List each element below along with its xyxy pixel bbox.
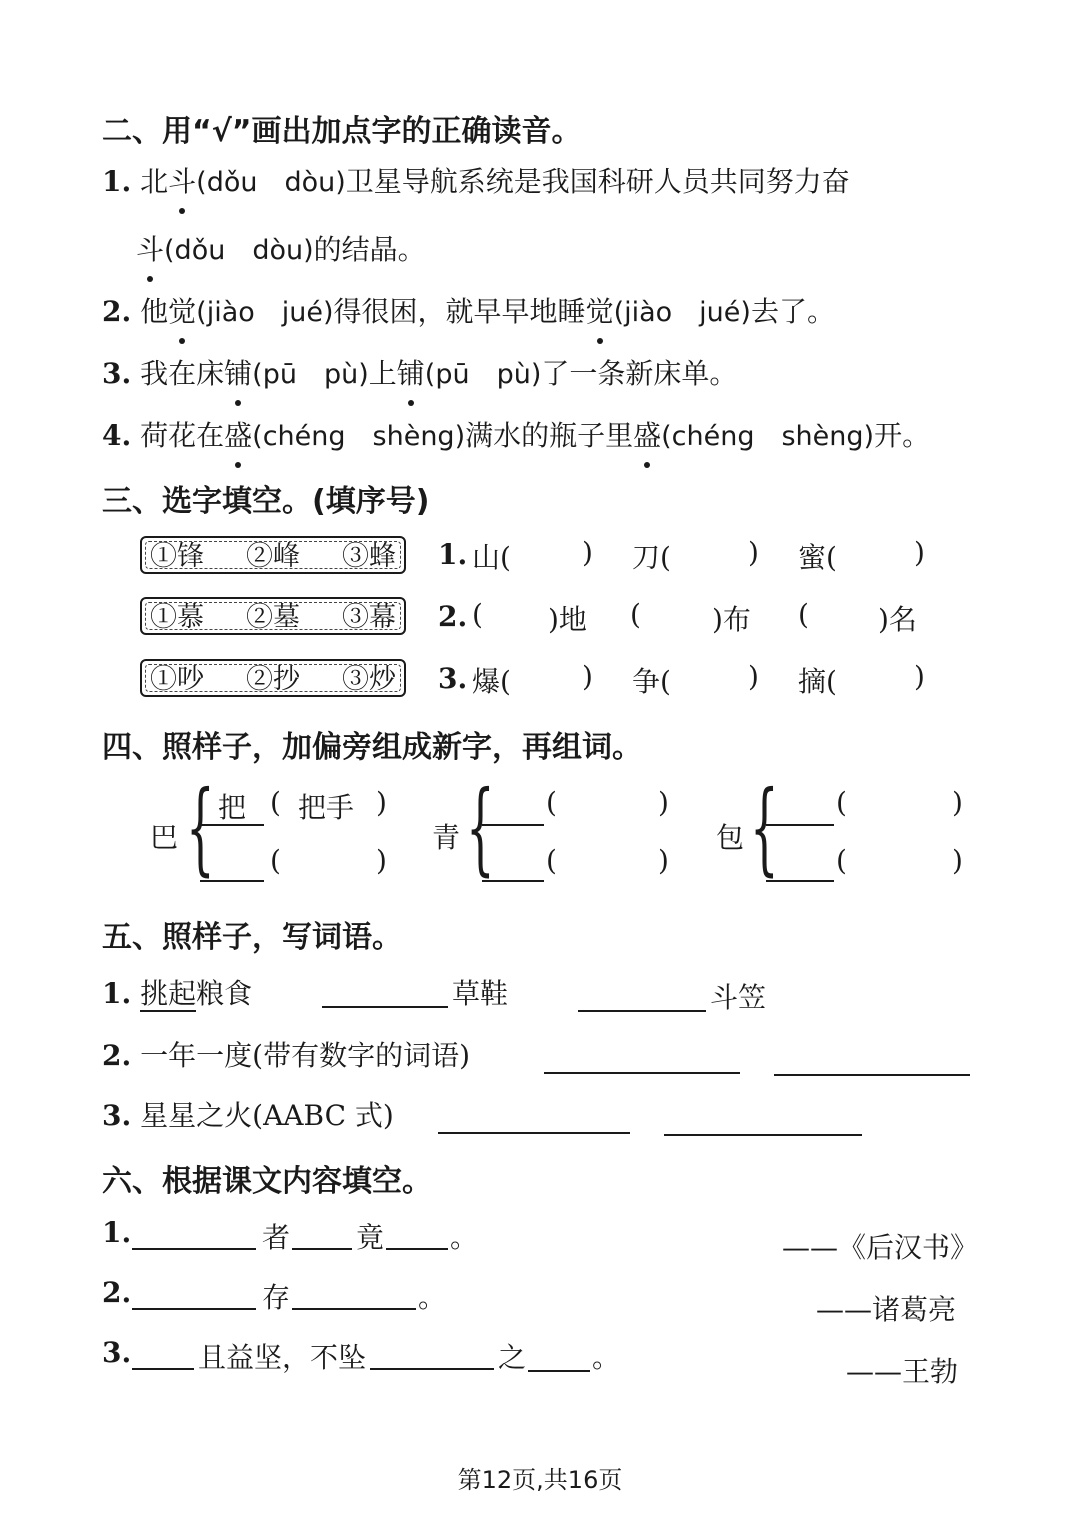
paren[interactable]: ) (952, 786, 963, 819)
paren[interactable]: ) (952, 844, 963, 877)
sec2-q4 (102, 414, 930, 454)
text: 满水的瓶子里 (465, 419, 634, 452)
pinyin-options[interactable]: (jiào jué) (196, 297, 334, 328)
sec2-q3 (102, 352, 737, 392)
q-number: 4. (102, 419, 132, 452)
text: 。 (450, 1221, 479, 1254)
pinyin-options[interactable]: (pū pù) (424, 359, 542, 390)
sec2-q1-line2 (136, 228, 426, 268)
blank-line[interactable] (438, 1132, 630, 1134)
source: ——王勃 (846, 1355, 959, 1388)
section-5-title: 五、照样子，写词语。 (102, 920, 402, 955)
word: 斗笠 (710, 981, 767, 1014)
option: ③炒 (342, 664, 396, 695)
fill-prefix: 争( (632, 665, 671, 698)
q-number: 3. (102, 357, 132, 390)
q-number: 1. (102, 1216, 132, 1249)
text: 开。 (874, 419, 931, 452)
blank-line[interactable] (370, 1368, 494, 1370)
blank-line[interactable] (386, 1248, 448, 1250)
blank-line[interactable] (132, 1308, 256, 1310)
fill-prefix: 蜜( (798, 541, 837, 574)
q-number: 3. (102, 1099, 132, 1132)
fill-prefix: 爆( (472, 665, 511, 698)
option: ①锋 (150, 541, 204, 572)
source: ——《后汉书》 (782, 1231, 979, 1264)
fill-suffix[interactable]: ) (582, 660, 593, 693)
word: 草鞋 (452, 977, 509, 1010)
dotted-char: 盛 (224, 414, 252, 454)
brace: { (466, 769, 495, 886)
char-option-box (140, 597, 406, 635)
text: 。 (418, 1281, 447, 1314)
fill-prefix: 山( (472, 541, 511, 574)
blank-line[interactable] (322, 1006, 448, 1008)
fill-suffix[interactable]: ) (582, 536, 593, 569)
text: 者 (262, 1221, 291, 1254)
example-verb-part: 起 (168, 977, 197, 1010)
prompt: 一年一度(带有数字的词语) (140, 1039, 470, 1072)
base-char: 包 (716, 821, 745, 854)
q-number: 1. (438, 538, 468, 571)
dotted-char: 铺 (224, 352, 252, 392)
char-option-box (140, 536, 406, 574)
fill-suffix[interactable]: ) (914, 660, 925, 693)
text: 存 (262, 1281, 291, 1314)
q-number: 1. (102, 977, 132, 1010)
sec5-q1 (102, 972, 252, 1012)
blank-line[interactable] (200, 880, 264, 882)
base-char: 巴 (150, 821, 179, 854)
q-number: 1. (102, 165, 132, 198)
paren[interactable]: ) (658, 844, 669, 877)
sec5-q3 (102, 1094, 394, 1134)
text: 北 (140, 165, 169, 198)
brace: { (186, 769, 215, 886)
q-number: 2. (102, 295, 132, 328)
blank-line[interactable] (292, 1248, 352, 1250)
page-number: 第12页,共16页 (457, 1466, 623, 1494)
paren: ) (376, 786, 387, 819)
text: 卫星导航系统是我国科研人员共同努力奋 (345, 165, 850, 198)
blank-line[interactable] (132, 1248, 256, 1250)
option: ③幕 (342, 602, 396, 633)
option: ①吵 (150, 664, 204, 695)
example-noun: 粮食 (196, 977, 253, 1010)
text: 得很困，就早早地睡 (333, 295, 586, 328)
q-number: 3. (102, 1336, 132, 1369)
text: 竟 (356, 1221, 385, 1254)
blank-line[interactable] (544, 1072, 740, 1074)
text: 上 (368, 357, 397, 390)
text: 之 (498, 1341, 527, 1374)
fill-suffix: )地 (548, 603, 587, 636)
pinyin-options[interactable]: (chéng shèng) (252, 421, 466, 452)
q-number: 2. (102, 1276, 132, 1309)
text: 他 (140, 295, 169, 328)
example-verb-part: 挑 (140, 977, 169, 1010)
sec2-q1-line1 (102, 160, 850, 200)
text: 。 (592, 1341, 621, 1374)
text: 去了。 (750, 295, 835, 328)
paren: ( (270, 786, 281, 819)
sec5-q2 (102, 1034, 470, 1074)
blank-line[interactable] (766, 880, 834, 882)
text: 荷花在 (140, 419, 225, 452)
fill-suffix[interactable]: ) (748, 536, 759, 569)
option: ②抄 (246, 664, 300, 695)
text: 且益坚，不坠 (198, 1341, 367, 1374)
paren[interactable]: ) (658, 786, 669, 819)
pinyin-options[interactable]: (pū pù) (252, 359, 369, 390)
paren: ( (546, 844, 557, 877)
section-6-title: 六、根据课文内容填空。 (102, 1164, 432, 1199)
dotted-char: 盛 (633, 414, 661, 454)
pinyin-options[interactable]: (dǒu dòu) (164, 235, 314, 266)
blank-line[interactable] (766, 824, 834, 826)
text: 我在床 (140, 357, 225, 390)
fill-suffix: )名 (878, 603, 917, 636)
dotted-char: 铺 (397, 352, 425, 392)
q-number: 2. (438, 600, 468, 633)
paren[interactable]: ) (376, 844, 387, 877)
paren: ( (546, 786, 557, 819)
fill-suffix: )布 (712, 603, 751, 636)
blank-line[interactable] (482, 880, 544, 882)
base-char: 青 (432, 821, 461, 854)
blank-line[interactable] (482, 824, 544, 826)
option: ②峰 (246, 541, 300, 572)
paren: ( (836, 786, 847, 819)
option: ③蜂 (342, 541, 396, 572)
blank-line[interactable] (528, 1370, 590, 1372)
brace: { (750, 769, 779, 886)
dotted-char: 觉 (168, 290, 196, 330)
section-4-title: 四、照样子，加偏旁组成新字，再组词。 (102, 730, 642, 765)
text: 的结晶。 (313, 233, 426, 266)
source: ——诸葛亮 (816, 1293, 957, 1326)
fill-suffix[interactable]: ) (914, 536, 925, 569)
sec2-q2 (102, 290, 835, 330)
pinyin-options[interactable]: (chéng shèng) (661, 421, 875, 452)
fill-prefix: 刀( (632, 541, 671, 574)
example-char: 把 (218, 791, 247, 824)
section-2-title: 二、用“√”画出加点字的正确读音。 (102, 114, 582, 149)
text: 了一条新床单。 (541, 357, 738, 390)
fill-prefix[interactable]: ( (472, 598, 483, 631)
q-number: 2. (102, 1039, 132, 1072)
blank-line[interactable] (132, 1368, 194, 1370)
q-number: 3. (438, 662, 468, 695)
paren: ( (270, 844, 281, 877)
dotted-char: 觉 (586, 290, 614, 330)
section-3-title: 三、选字填空。(填序号) (102, 484, 430, 519)
blank-line[interactable] (578, 1010, 706, 1012)
option: ①慕 (150, 602, 204, 633)
paren: ( (836, 844, 847, 877)
blank-line[interactable] (774, 1074, 970, 1076)
fill-prefix[interactable]: ( (798, 598, 809, 631)
pinyin-options[interactable]: (jiào jué) (613, 297, 751, 328)
blank-line[interactable] (664, 1134, 862, 1136)
prompt: 星星之火(AABC 式) (140, 1099, 394, 1132)
example-word: 把手 (298, 791, 355, 824)
dotted-char: 斗 (168, 160, 196, 200)
option: ②墓 (246, 602, 300, 633)
fill-suffix[interactable]: ) (748, 660, 759, 693)
blank-line[interactable] (292, 1308, 416, 1310)
fill-prefix[interactable]: ( (630, 598, 641, 631)
dotted-char: 斗 (136, 228, 164, 268)
blank-line (200, 824, 264, 826)
fill-prefix: 摘( (798, 665, 837, 698)
char-option-box (140, 659, 406, 697)
pinyin-options[interactable]: (dǒu dòu) (196, 167, 346, 198)
